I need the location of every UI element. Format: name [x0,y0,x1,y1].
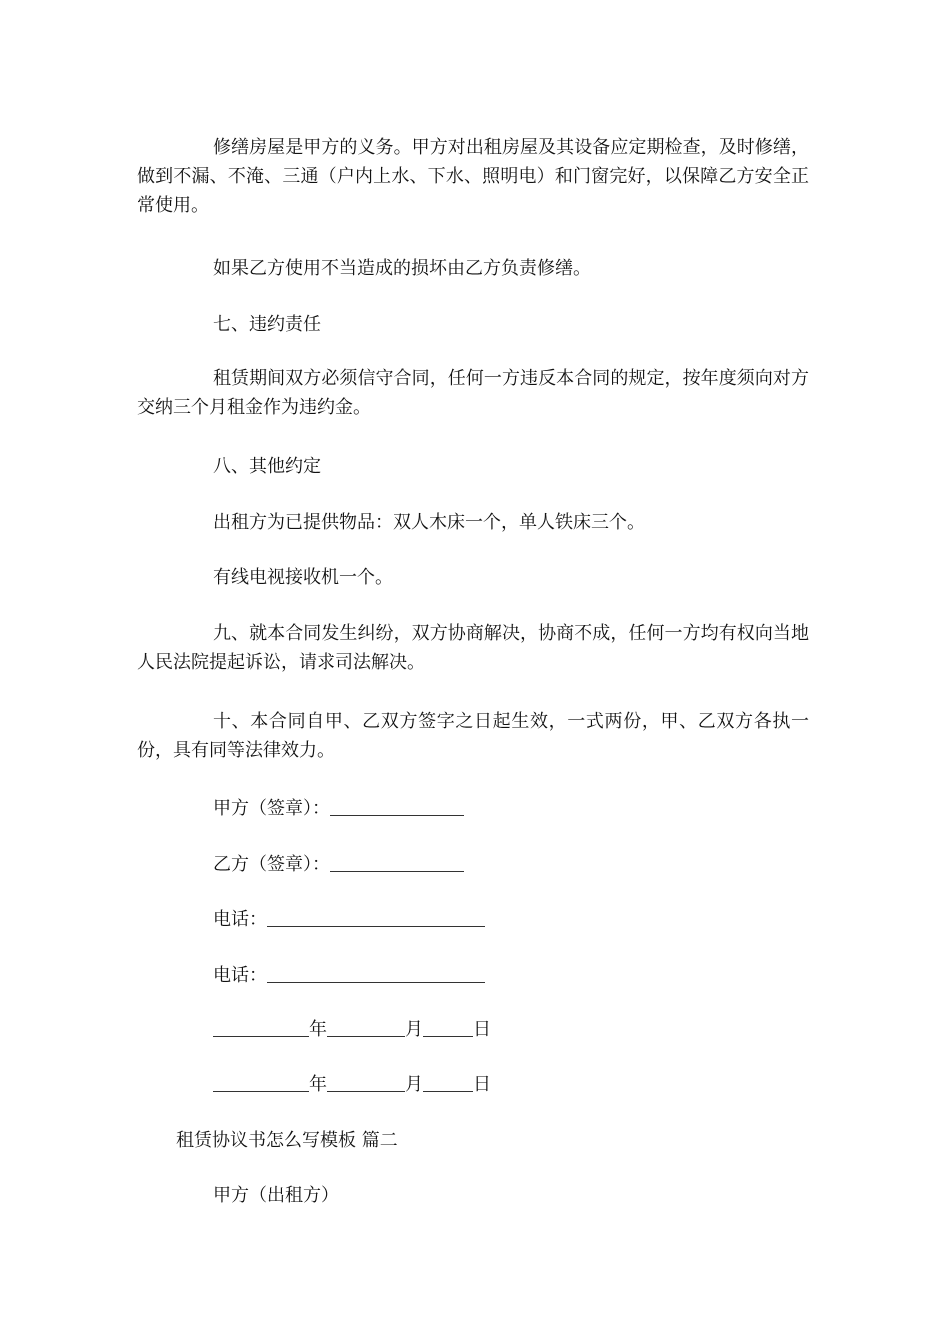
paragraph-dispute: 九、就本合同发生纠纷，双方协商解决，协商不成，任何一方均有权向当地人民法院提起诉讼，请求司法解决。 [137,623,809,673]
date-2-month-blank[interactable] [327,1073,405,1092]
date-1-year-label: 年 [309,1019,327,1040]
date-2-year-blank[interactable] [213,1073,309,1092]
heading-breach: 七、违约责任 [213,314,321,335]
paragraph-effective: 十、本合同自甲、乙双方签字之日起生效，一式两份，甲、乙双方各执一份，具有同等法律效力。 [137,711,809,761]
paragraph-repair: 修缮房屋是甲方的义务。甲方对出租房屋及其设备应定期检查，及时修缮，做到不漏、不淹、三通（户内上水、下水、照明电）和门窗完好，以保障乙方安全正常使用。 [137,137,809,216]
phone-party-b-label: 电话： [213,965,267,986]
phone-party-a [213,905,485,934]
date-1-month-label: 月 [405,1019,423,1040]
paragraph-items1: 出租方为已提供物品：双人木床一个，单人铁床三个。 [213,512,645,533]
signature-party-b [213,850,464,879]
date-line-1 [213,1015,491,1044]
signature-party-a-label: 甲方（签章）： [213,798,330,819]
date-line-2 [213,1070,491,1099]
signature-party-a [213,794,464,823]
signature-party-b-label: 乙方（签章）： [213,854,330,875]
date-1-year-blank[interactable] [213,1018,309,1037]
phone-party-a-blank[interactable] [267,908,485,927]
phone-party-b-blank[interactable] [267,964,485,983]
signature-party-a-blank[interactable] [330,797,464,816]
date-1-month-blank[interactable] [327,1018,405,1037]
section-first-line: 甲方（出租方） [213,1185,339,1206]
phone-party-b [213,961,485,990]
date-1-day-blank[interactable] [423,1018,473,1037]
date-2-day-blank[interactable] [423,1073,473,1092]
paragraph-items2: 有线电视接收机一个。 [213,567,393,588]
signature-party-b-blank[interactable] [330,853,464,872]
date-2-year-label: 年 [309,1074,327,1095]
date-1-day-label: 日 [473,1019,491,1040]
paragraph-breach: 租赁期间双方必须信守合同，任何一方违反本合同的规定，按年度须向对方交纳三个月租金作为违约金。 [137,368,809,418]
section-title: 租赁协议书怎么写模板 篇二 [176,1130,398,1151]
paragraph-damage: 如果乙方使用不当造成的损坏由乙方负责修缮。 [213,258,591,279]
heading-other: 八、其他约定 [213,456,321,477]
date-2-month-label: 月 [405,1074,423,1095]
date-2-day-label: 日 [473,1074,491,1095]
phone-party-a-label: 电话： [213,909,267,930]
